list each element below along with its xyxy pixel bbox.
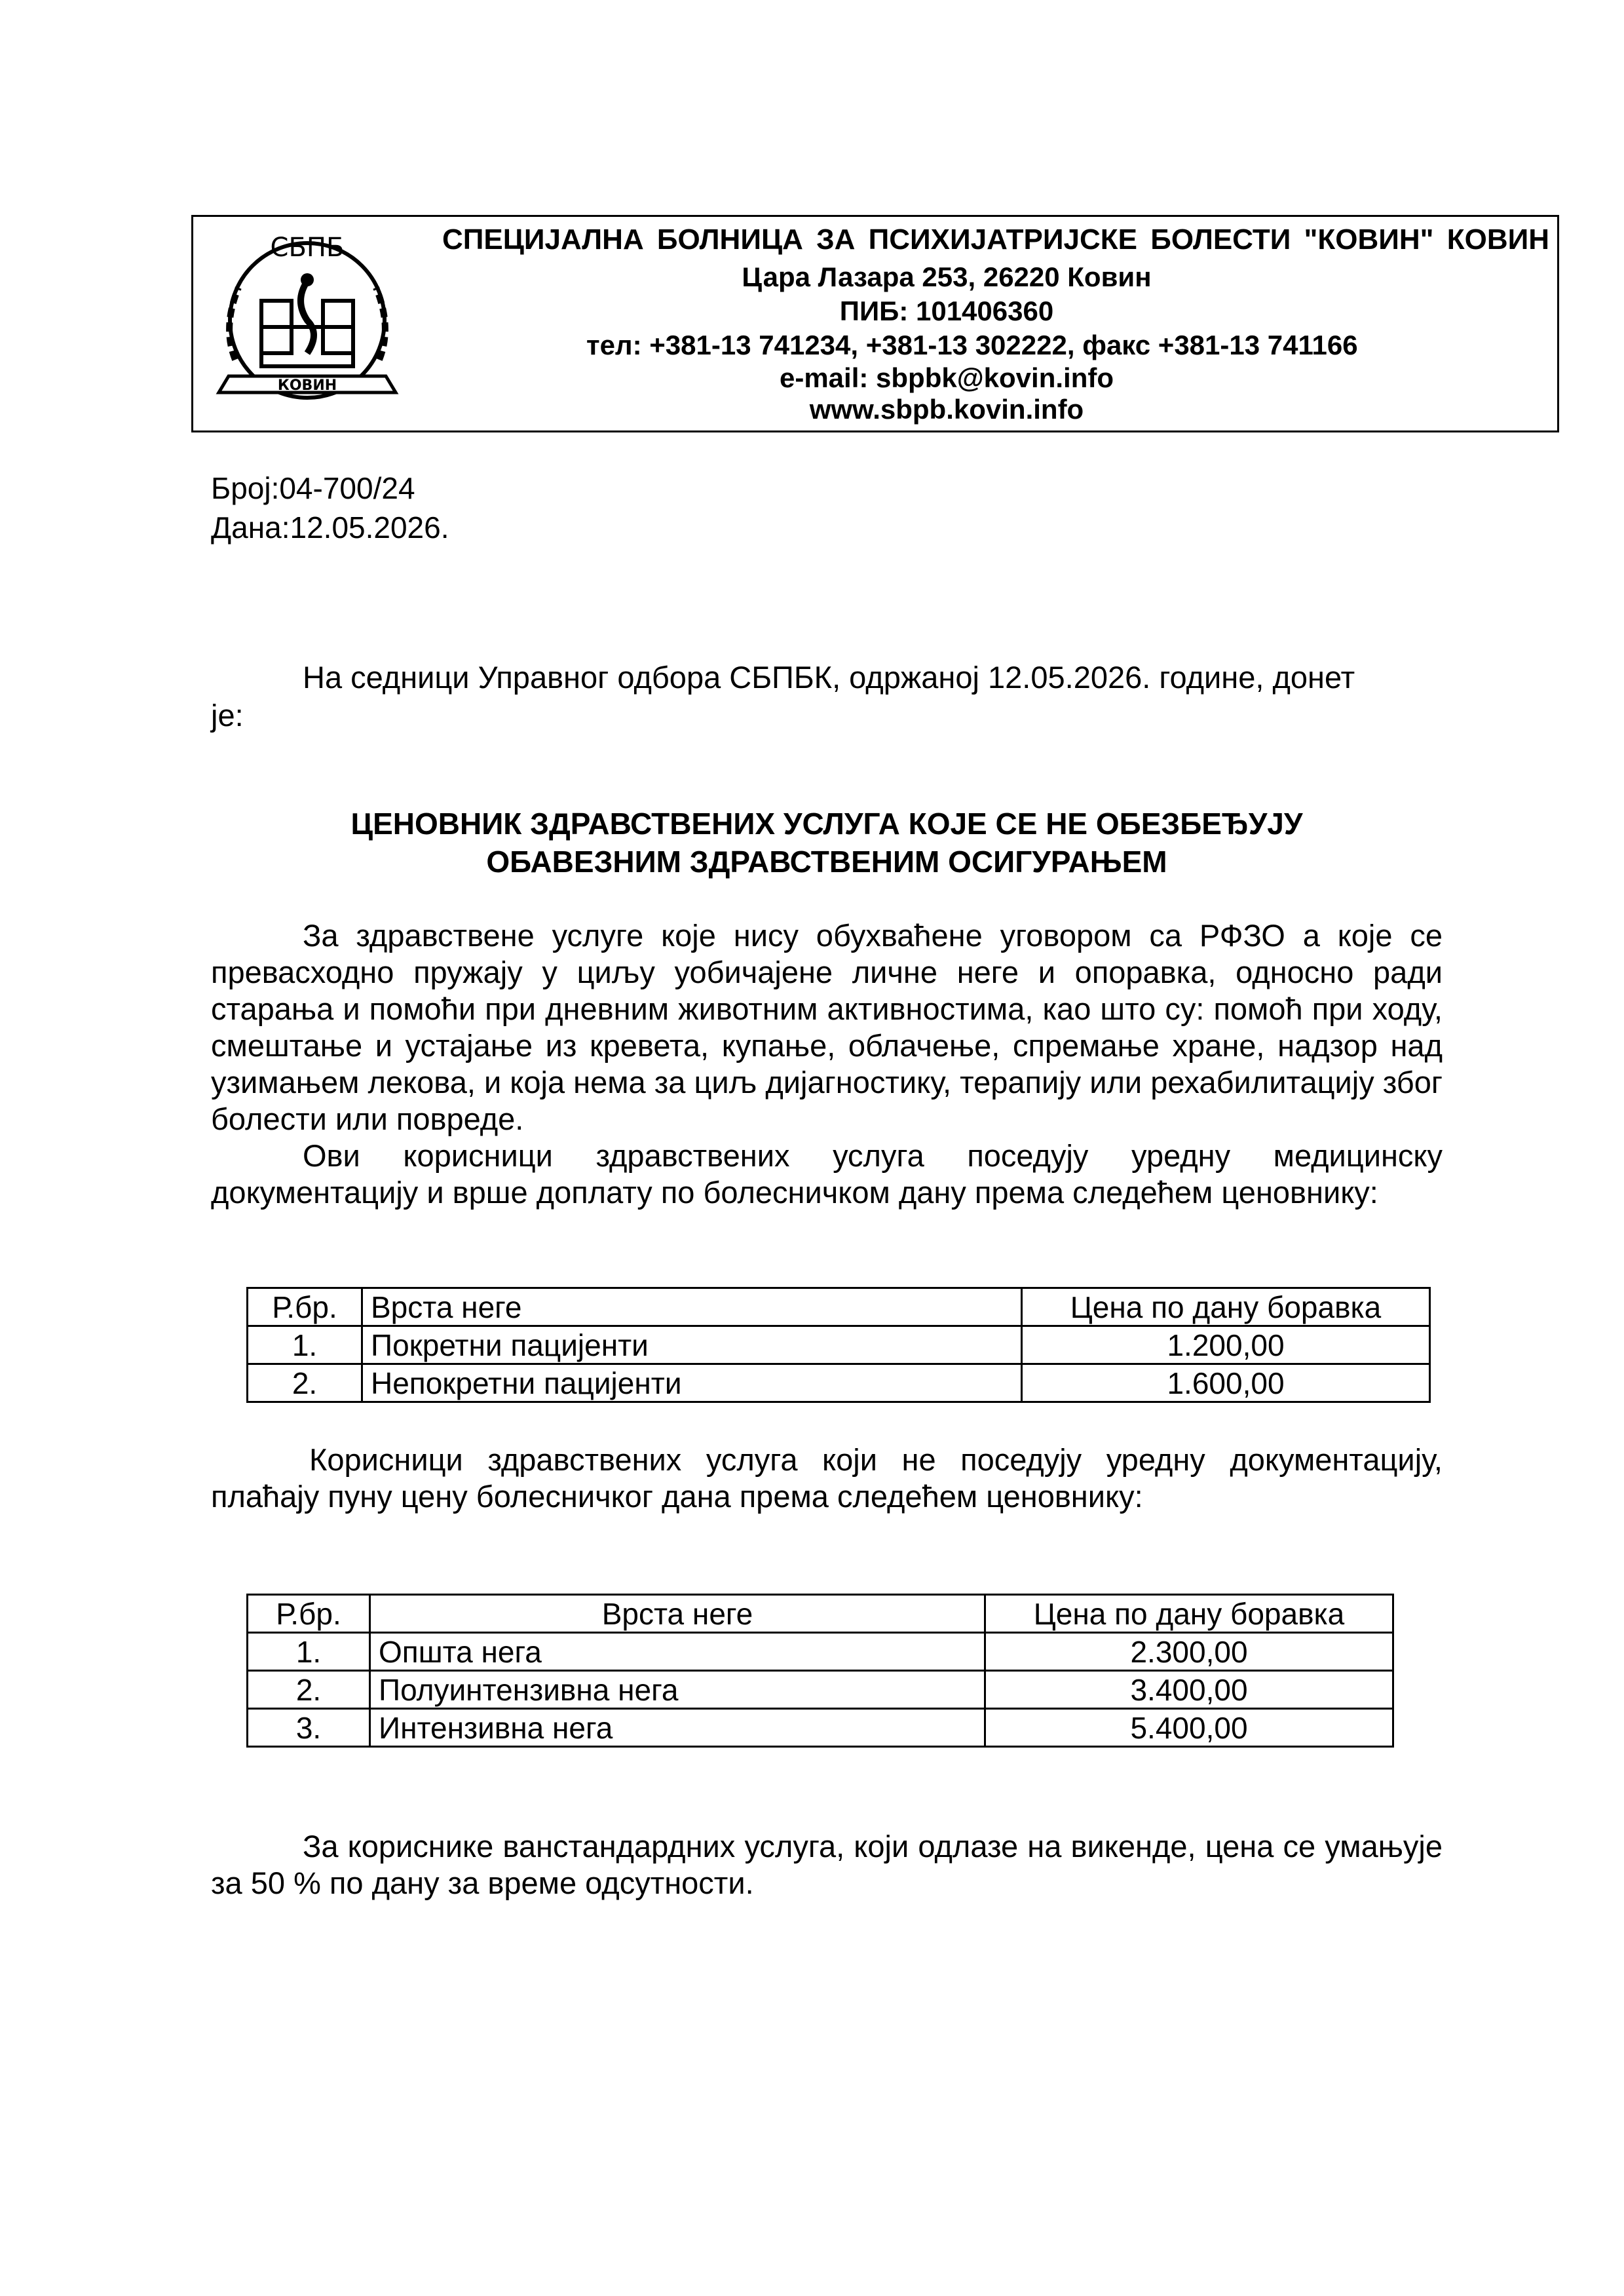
row-number: 3. — [248, 1709, 370, 1747]
row-number: 1. — [248, 1633, 370, 1671]
col-number-header: Р.бр. — [248, 1595, 370, 1633]
paragraph-2 — [211, 1138, 1443, 1211]
row-number: 1. — [248, 1326, 362, 1364]
table-header-row — [248, 1288, 1430, 1326]
paragraph-4 — [211, 1828, 1443, 1902]
row-number: 2. — [248, 1671, 370, 1709]
logo-bottom-text: КОВИН — [277, 377, 337, 394]
pib: ПИБ: 101406360 — [839, 296, 1054, 326]
row-type: Полуинтензивна нега — [370, 1671, 985, 1709]
table-row — [248, 1633, 1393, 1671]
row-number: 2. — [248, 1364, 362, 1402]
price-table-1 — [246, 1287, 1431, 1403]
website: www.sbpb.kovin.info — [809, 394, 1084, 425]
table-row — [248, 1671, 1393, 1709]
row-type: Покретни пацијенти — [362, 1326, 1022, 1364]
col-type-header: Врста неге — [370, 1595, 985, 1633]
email: e-mail: sbpbk@kovin.info — [779, 362, 1114, 393]
row-price: 1.200,00 — [1022, 1326, 1430, 1364]
col-type-header: Врста неге — [362, 1288, 1022, 1326]
col-price-header: Цена по дану боравка — [985, 1595, 1393, 1633]
paragraph-3 — [211, 1442, 1443, 1515]
document-number: Број:04-700/24 — [211, 471, 415, 505]
address: Цара Лазара 253, 26220 Ковин — [742, 261, 1152, 292]
paragraph-4-text: За кориснике ванстандардних услуга, који одлазе на викенде, цена се умањује за 50 % по дану за време одсутности. — [211, 1829, 1443, 1900]
intro-line-1: На седници Управног одбора СБПБК, одржаној 12.05.2026. године, донет — [303, 660, 1355, 695]
title-line-1: ЦЕНОВНИК ЗДРАВСТВЕНИХ УСЛУГА КОЈЕ СЕ НЕ ОБЕЗБЕЂУЈУ — [350, 807, 1303, 841]
price-table-2 — [246, 1594, 1394, 1748]
col-price-header: Цена по дану боравка — [1022, 1288, 1430, 1326]
hospital-logo — [209, 229, 406, 419]
intro-line-2: је: — [211, 698, 244, 733]
paragraph-3-text: Корисници здравствених услуга који не поседују уредну документацију, плаћају пуну цену болесничког дана према следећем ценовнику: — [211, 1442, 1443, 1514]
row-price: 3.400,00 — [985, 1671, 1393, 1709]
paragraph-2-text: Ови корисници здравствених услуга поседују уредну медицинску документацију и врше доплату по болесничком дану према следећем ценовнику: — [211, 1138, 1443, 1210]
table-row — [248, 1709, 1393, 1747]
title-line-2: ОБАВЕЗНИМ ЗДРАВСТВЕНИМ ОСИГУРАЊЕМ — [486, 845, 1167, 879]
table-row — [248, 1326, 1430, 1364]
row-price: 2.300,00 — [985, 1633, 1393, 1671]
row-price: 5.400,00 — [985, 1709, 1393, 1747]
row-type: Интензивна нега — [370, 1709, 985, 1747]
table-row — [248, 1364, 1430, 1402]
institution-name: СПЕЦИЈАЛНА БОЛНИЦА ЗА ПСИХИЈАТРИЈСКЕ БОЛЕСТИ "КОВИН" КОВИН — [442, 223, 1549, 256]
document-date: Дана:12.05.2026. — [211, 510, 449, 545]
logo-top-text: СБПБ — [270, 233, 345, 263]
document-title — [211, 805, 1443, 881]
row-price: 1.600,00 — [1022, 1364, 1430, 1402]
col-number-header: Р.бр. — [248, 1288, 362, 1326]
row-type: Општа нега — [370, 1633, 985, 1671]
paragraph-1-text: За здравствене услуге које нису обухваћене уговором са РФЗО а које се превасходно пружају у циљу уобичајене личне неге и опоравка, односно ради старања и помоћи при дневним животним активностима, као што су: помоћ при ходу, смештање и устајање из кревета, купање, облачење, спремање хране, надзор над узимањем лекова, и која нема за циљ дијагностику, терапију или рехабилитацију због болести или повреде. — [211, 918, 1443, 1136]
paragraph-1 — [211, 917, 1443, 1138]
phones: тел: +381-13 741234, +381-13 302222, факс +381-13 741166 — [586, 330, 1358, 360]
table-header-row — [248, 1595, 1393, 1633]
row-type: Непокретни пацијенти — [362, 1364, 1022, 1402]
letterhead — [191, 215, 1559, 432]
